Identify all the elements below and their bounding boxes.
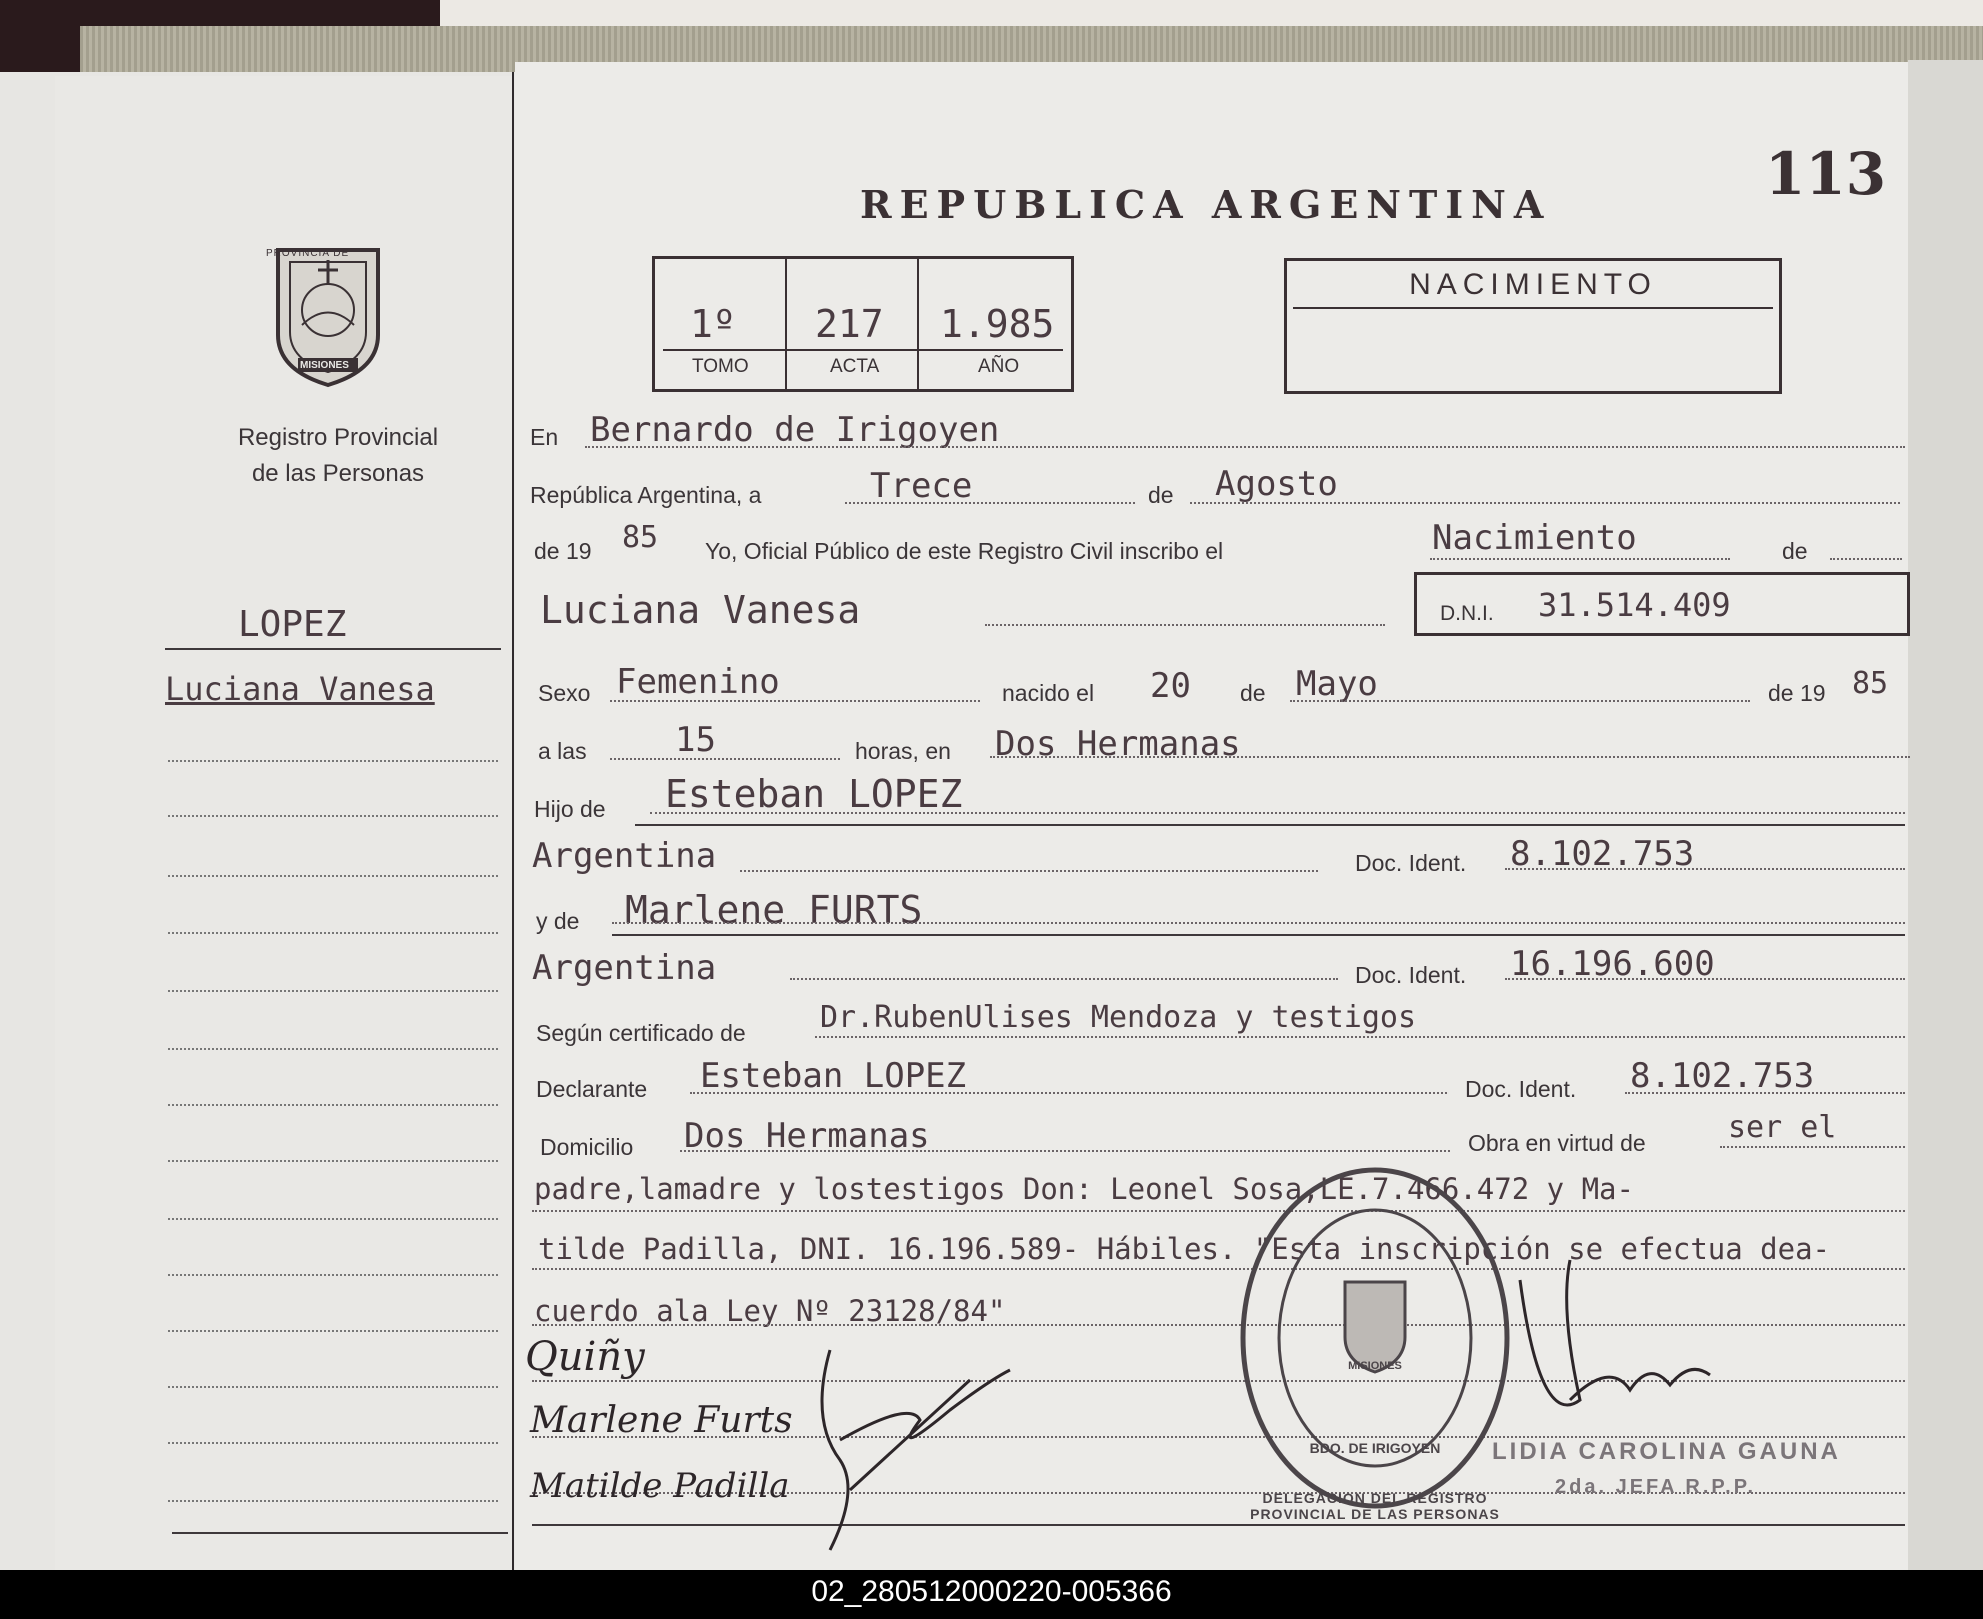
- stamp-center-text: MISIONES: [1348, 1360, 1402, 1372]
- margin-line: [168, 875, 498, 877]
- place-line: [585, 446, 1905, 448]
- hour-line: [610, 758, 840, 760]
- obra-label: Obra en virtud de: [1468, 1130, 1646, 1156]
- notes-rule-1: [532, 1210, 1905, 1212]
- birth-place-value: Dos Hermanas: [995, 724, 1241, 764]
- margin-line: [168, 1386, 498, 1388]
- signature-2: Marlene Furts: [530, 1400, 793, 1441]
- de-line: [1830, 558, 1902, 560]
- margin-given-names: Luciana Vanesa: [165, 670, 435, 708]
- stamp-text: DELEGACION DEL REGISTRO PROVINCIAL DE LAS PERSONAS: [1250, 1490, 1500, 1522]
- mother-doc-value: 16.196.600: [1510, 944, 1715, 984]
- seal-bottom-text: MISIONES: [300, 360, 349, 371]
- acta-label: ACTA: [830, 356, 880, 377]
- declarant-line: [690, 1092, 1447, 1094]
- day-line: [845, 502, 1135, 504]
- margin-line: [168, 1048, 498, 1050]
- margin-line: [168, 990, 498, 992]
- month-line: [1190, 502, 1900, 504]
- father-nationality-line: [740, 870, 1318, 872]
- official-signature-icon: [1500, 1250, 1740, 1455]
- acta-value: 217: [815, 302, 884, 346]
- margin-line: [168, 1330, 498, 1332]
- segun-label: Según certificado de: [536, 1020, 746, 1046]
- y-de-label: y de: [536, 908, 580, 934]
- official-stamp-icon: [1235, 1162, 1515, 1514]
- mother-doc-line: [1505, 978, 1905, 980]
- bottom-rule: [532, 1524, 1905, 1526]
- margin-line: [168, 932, 498, 934]
- father-rule: [635, 824, 1905, 826]
- signature-1: Quiñy: [525, 1334, 645, 1380]
- declarante-label: Declarante: [536, 1076, 648, 1102]
- day-words-value: Trece: [870, 466, 973, 506]
- sexo-label: Sexo: [538, 680, 591, 706]
- birth-year-suffix: 85: [1852, 666, 1889, 701]
- margin-rule: [165, 648, 501, 650]
- child-name-value: Luciana Vanesa: [540, 588, 861, 632]
- de-label: de: [1148, 482, 1174, 508]
- declarant-doc-value: 8.102.753: [1630, 1056, 1815, 1096]
- act-line: [1430, 558, 1730, 560]
- father-name-value: Esteban LOPEZ: [665, 772, 963, 816]
- birth-hour-value: 15: [675, 720, 716, 760]
- page-number: 113: [1765, 140, 1887, 208]
- margin-line: [168, 815, 498, 817]
- doc-label-1: Doc. Ident.: [1355, 850, 1467, 876]
- mother-name-line: [612, 922, 1905, 924]
- notes-line-3: cuerdo ala Ley Nº 23128/84": [534, 1294, 1006, 1328]
- image-code: 02_280512000220-005366: [811, 1575, 1172, 1608]
- mother-rule: [612, 934, 1905, 936]
- en-label: En: [530, 424, 559, 450]
- notes-line-2: tilde Padilla, DNI. 16.196.589- Hábiles. "Esta inscripción se efectua dea-: [538, 1232, 1831, 1266]
- nacido-label: nacido el: [1002, 680, 1095, 706]
- official-text: Yo, Oficial Público de este Registro Civil inscribo el: [705, 538, 1224, 564]
- ano-label: AÑO: [978, 356, 1020, 377]
- official-title: 2da. JEFA R.P.P.: [1555, 1476, 1757, 1498]
- tomo-value: 1º: [690, 302, 736, 346]
- father-nationality-value: Argentina: [532, 836, 717, 876]
- signature-3: Matilde Padilla: [530, 1466, 790, 1506]
- declarant-doc-line: [1625, 1092, 1905, 1094]
- notes-line-1: padre,lamadre y lostestigos Don: Leonel Sosa,LE.7.466.472 y Ma-: [534, 1172, 1634, 1206]
- obra-line: [1720, 1146, 1905, 1148]
- father-name-line: [650, 812, 1905, 814]
- doc-label-3: Doc. Ident.: [1465, 1076, 1577, 1102]
- birth-year-prefix: de 19: [1768, 680, 1826, 706]
- birth-month-value: Mayo: [1296, 664, 1378, 704]
- year-prefix-label: de 19: [534, 538, 592, 564]
- mother-nationality-line: [790, 978, 1338, 980]
- domicilio-label: Domicilio: [540, 1134, 634, 1160]
- margin-line: [168, 1274, 498, 1276]
- margin-line: [168, 1442, 498, 1444]
- seal-top-text: PROVINCIA DE: [266, 248, 350, 259]
- birth-month-line: [1290, 700, 1750, 702]
- hijo-label: Hijo de: [534, 796, 606, 822]
- horas-label: horas, en: [855, 738, 951, 764]
- mother-nationality-value: Argentina: [532, 948, 717, 988]
- republica-label: República Argentina, a: [530, 482, 762, 508]
- margin-line: [168, 1104, 498, 1106]
- certificate-by-value: Dr.RubenUlises Mendoza y testigos: [820, 1000, 1417, 1035]
- father-doc-line: [1505, 868, 1905, 870]
- mother-name-value: Marlene FURTS: [625, 888, 923, 932]
- country-title: REPUBLICA ARGENTINA: [860, 182, 1552, 227]
- declarant-name-value: Esteban LOPEZ: [700, 1056, 967, 1096]
- vertical-divider: [512, 72, 514, 1572]
- obra-value: ser el: [1728, 1110, 1837, 1145]
- father-doc-value: 8.102.753: [1510, 834, 1695, 874]
- dni-value: 31.514.409: [1538, 586, 1731, 624]
- margin-surname: LOPEZ: [238, 604, 347, 645]
- sexo-line: [610, 700, 980, 702]
- domicile-value: Dos Hermanas: [684, 1116, 930, 1156]
- sexo-value: Femenino: [616, 662, 780, 702]
- stamp-inner-text: BDO. DE IRIGOYEN: [1309, 1440, 1441, 1456]
- tomo-label: TOMO: [692, 356, 749, 377]
- de-label-3: de: [1240, 680, 1266, 706]
- a-las-label: a las: [538, 738, 587, 764]
- margin-bottom-rule: [172, 1532, 508, 1534]
- birth-day-value: 20: [1150, 666, 1191, 706]
- domicile-line: [680, 1150, 1450, 1152]
- ano-value: 1.985: [940, 302, 1055, 346]
- page-right-edge: [1908, 60, 1983, 1572]
- de-label-2: de: [1782, 538, 1808, 564]
- witness-signature-icon: [790, 1340, 1030, 1575]
- margin-line: [168, 760, 498, 762]
- month-value: Agosto: [1215, 464, 1338, 504]
- certificate-line: [815, 1036, 1905, 1038]
- doc-label-2: Doc. Ident.: [1355, 962, 1467, 988]
- act-written-value: Nacimiento: [1432, 518, 1637, 558]
- birth-place-line: [990, 756, 1910, 758]
- margin-line: [168, 1500, 498, 1502]
- margin-line: [168, 1160, 498, 1162]
- place-value: Bernardo de Irigoyen: [590, 410, 1000, 450]
- official-name: LIDIA CAROLINA GAUNA: [1492, 1438, 1841, 1465]
- child-name-line: [985, 624, 1385, 626]
- registry-office-line1: Registro Provincial: [237, 424, 439, 451]
- year-suffix-value: 85: [622, 520, 659, 555]
- registry-office-line2: de las Personas: [251, 460, 425, 487]
- act-type-title: NACIMIENTO: [1409, 268, 1657, 301]
- dni-label: D.N.I.: [1440, 602, 1494, 625]
- margin-line: [168, 1218, 498, 1220]
